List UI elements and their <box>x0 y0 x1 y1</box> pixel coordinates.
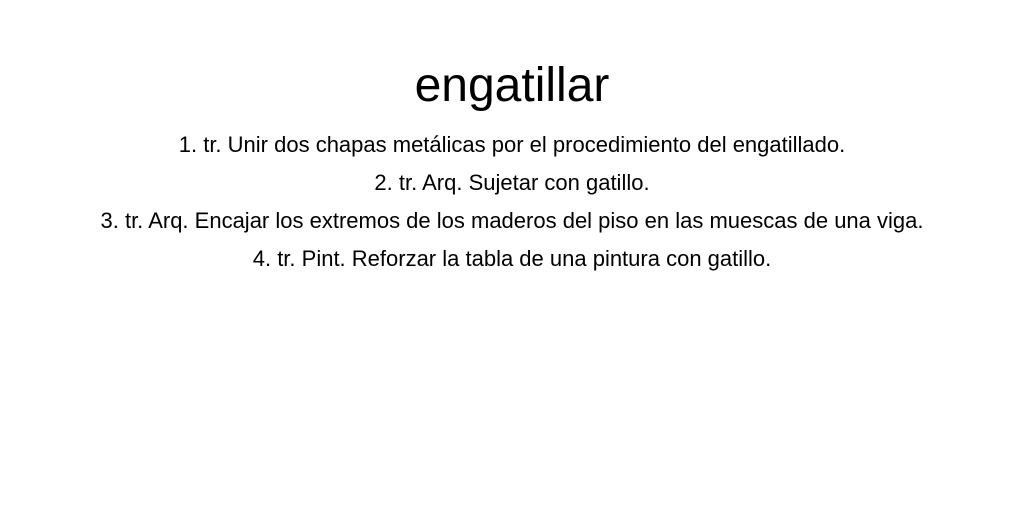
definitions-list <box>62 126 962 278</box>
headword-title: engatillar <box>414 59 610 112</box>
definition-item-1: 1. tr. Unir dos chapas metálicas por el procedimiento del engatillado. <box>178 132 846 157</box>
definition-item-2: 2. tr. Arq. Sujetar con gatillo. <box>374 170 650 195</box>
definition-item-4: 4. tr. Pint. Reforzar la tabla de una pintura con gatillo. <box>252 246 772 271</box>
definition-item-3: 3. tr. Arq. Encajar los extremos de los maderos del piso en las muescas de una viga. <box>100 208 924 233</box>
